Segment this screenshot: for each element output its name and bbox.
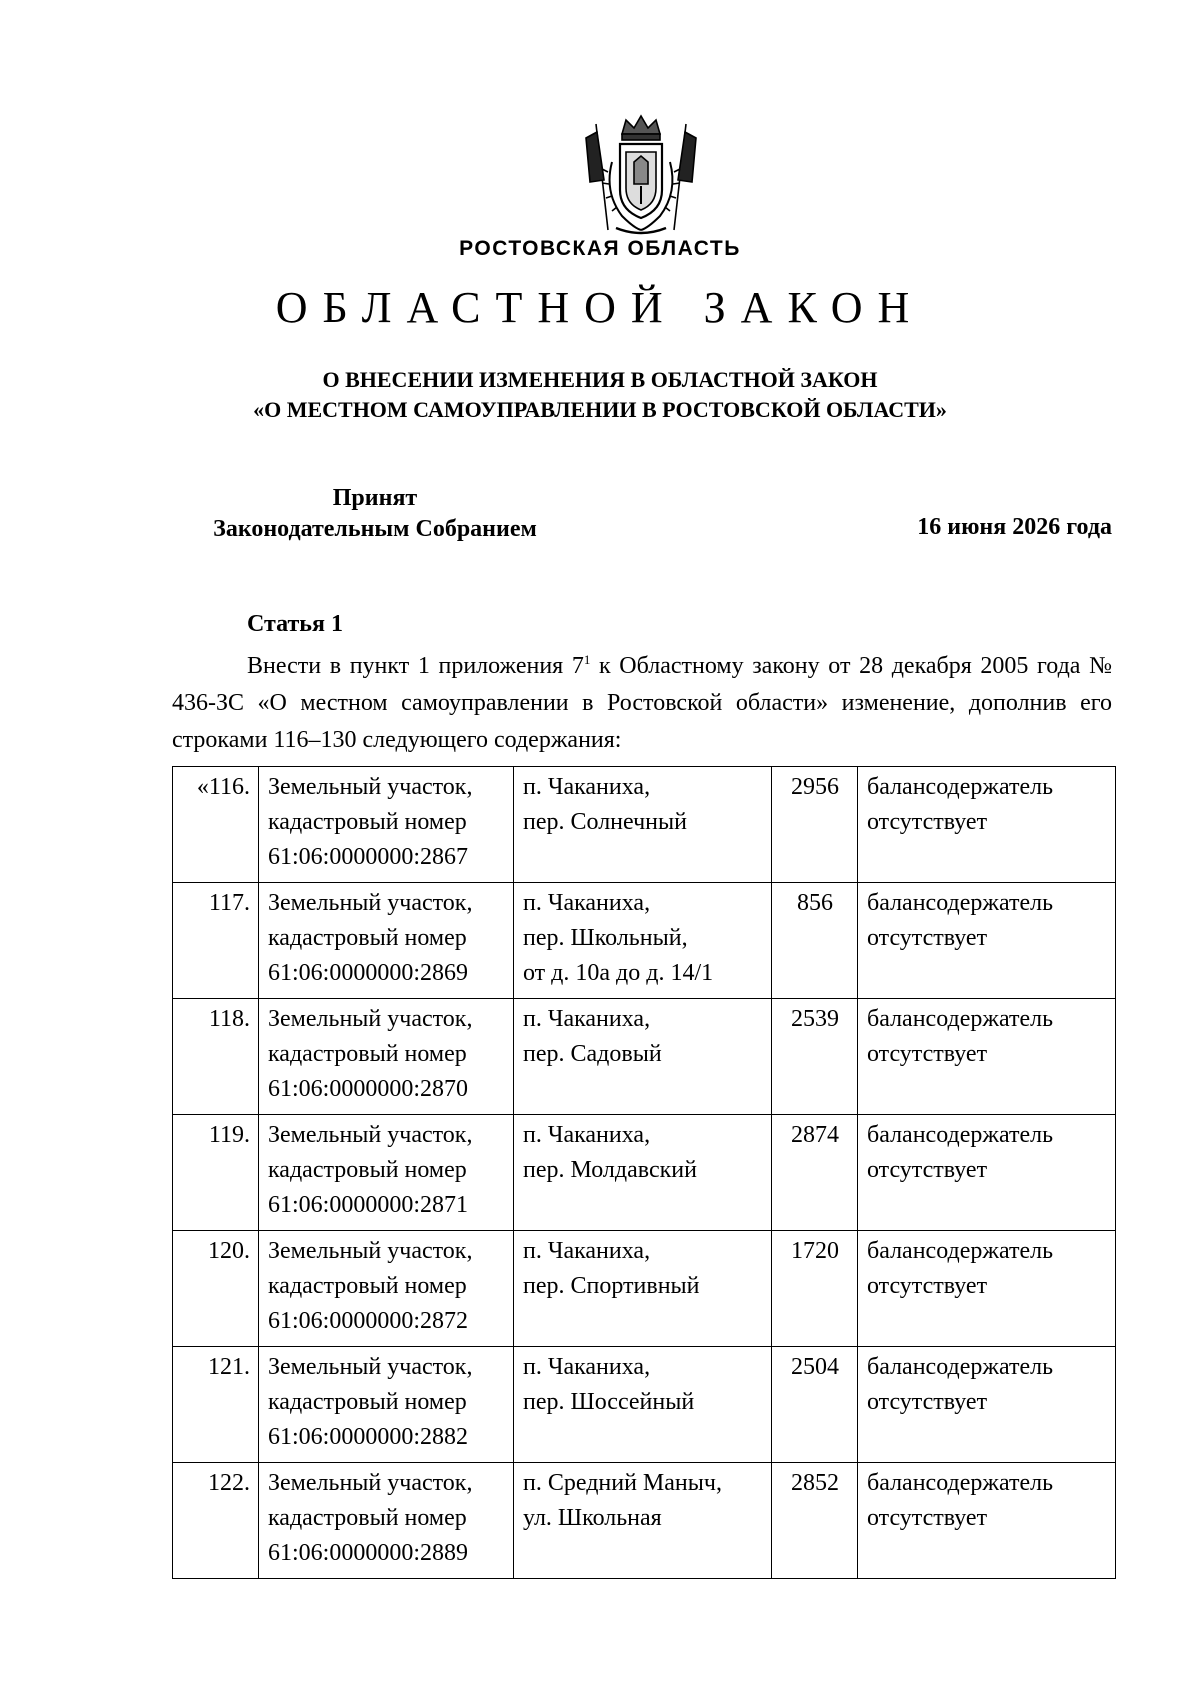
object-line: кадастровый номер — [268, 925, 467, 951]
area-cell: 2504 — [772, 1347, 858, 1463]
object-line: Земельный участок, — [268, 1470, 473, 1496]
address-line: пер. Шоссейный — [523, 1389, 695, 1415]
row-number: 122. — [173, 1463, 259, 1579]
article-paragraph — [172, 648, 1112, 759]
holder-cell — [858, 1463, 1116, 1579]
row-number: 121. — [173, 1347, 259, 1463]
object-line: Земельный участок, — [268, 774, 473, 800]
holder-line: отсутствует — [867, 809, 988, 835]
row-number: «116. — [173, 767, 259, 883]
address-line: от д. 10а до д. 14/1 — [523, 960, 714, 986]
address-cell — [514, 999, 772, 1115]
object-cell — [259, 1347, 514, 1463]
article-heading: Статья 1 — [247, 611, 343, 637]
object-line: кадастровый номер — [268, 1389, 467, 1415]
object-cell — [259, 1463, 514, 1579]
object-cell — [259, 1231, 514, 1347]
row-number: 119. — [173, 1115, 259, 1231]
holder-line: отсутствует — [867, 1389, 988, 1415]
article-text-part-1: Внести в пункт 1 приложения 7 — [247, 653, 584, 679]
address-line: п. Чаканиха, — [523, 1238, 651, 1264]
address-line: пер. Солнечный — [523, 809, 687, 835]
row-number: 118. — [173, 999, 259, 1115]
area-cell: 2874 — [772, 1115, 858, 1231]
object-line: Земельный участок, — [268, 1006, 473, 1032]
address-line: п. Чаканиха, — [523, 774, 651, 800]
area-cell: 1720 — [772, 1231, 858, 1347]
object-cell — [259, 767, 514, 883]
table-row — [173, 1231, 1116, 1347]
address-line: пер. Садовый — [523, 1041, 662, 1067]
area-cell: 2956 — [772, 767, 858, 883]
holder-line: балансодержатель — [867, 890, 1054, 916]
table-row — [173, 1463, 1116, 1579]
table-row — [173, 1115, 1116, 1231]
holder-cell — [858, 1347, 1116, 1463]
object-line: 61:06:0000000:2882 — [268, 1424, 469, 1450]
table-row — [173, 1347, 1116, 1463]
area-cell: 2852 — [772, 1463, 858, 1579]
holder-line: отсутствует — [867, 1273, 988, 1299]
document-title — [0, 365, 1200, 425]
article-superscript: 1 — [583, 652, 591, 667]
object-cell — [259, 999, 514, 1115]
address-line: ул. Школьная — [523, 1505, 662, 1531]
holder-cell — [858, 1231, 1116, 1347]
address-line: п. Чаканиха, — [523, 890, 651, 916]
row-number: 120. — [173, 1231, 259, 1347]
holder-cell — [858, 883, 1116, 999]
address-line: п. Чаканиха, — [523, 1006, 651, 1032]
address-cell — [514, 1347, 772, 1463]
adoption-line-2: Законодательным Собранием — [213, 516, 537, 542]
amendment-table-body — [173, 767, 1116, 1579]
object-cell — [259, 1115, 514, 1231]
adoption-block — [175, 483, 575, 545]
object-line: Земельный участок, — [268, 1238, 473, 1264]
address-cell — [514, 767, 772, 883]
object-line: Земельный участок, — [268, 1122, 473, 1148]
address-cell — [514, 1115, 772, 1231]
holder-cell — [858, 1115, 1116, 1231]
address-line: п. Чаканиха, — [523, 1354, 651, 1380]
object-line: 61:06:0000000:2869 — [268, 960, 469, 986]
object-line: 61:06:0000000:2872 — [268, 1308, 469, 1334]
object-line: Земельный участок, — [268, 890, 473, 916]
object-line: кадастровый номер — [268, 1273, 467, 1299]
holder-line: отсутствует — [867, 1157, 988, 1183]
address-line: пер. Молдавский — [523, 1157, 697, 1183]
object-line: Земельный участок, — [268, 1354, 473, 1380]
holder-cell — [858, 767, 1116, 883]
object-line: 61:06:0000000:2871 — [268, 1192, 469, 1218]
document-type: ОБЛАСТНОЙ ЗАКОН — [275, 283, 925, 332]
adoption-date: 16 июня 2026 года — [917, 514, 1112, 540]
adoption-line-1: Принят — [332, 485, 418, 511]
table-row — [173, 767, 1116, 883]
holder-cell — [858, 999, 1116, 1115]
holder-line: балансодержатель — [867, 1470, 1054, 1496]
holder-line: балансодержатель — [867, 1354, 1054, 1380]
article-text — [172, 648, 1112, 759]
object-line: кадастровый номер — [268, 1505, 467, 1531]
address-line: п. Средний Маныч, — [523, 1470, 722, 1496]
address-cell — [514, 1463, 772, 1579]
holder-line: отсутствует — [867, 1505, 988, 1531]
object-line: 61:06:0000000:2870 — [268, 1076, 469, 1102]
table-row — [173, 999, 1116, 1115]
area-cell: 856 — [772, 883, 858, 999]
coat-of-arms-icon — [582, 112, 700, 240]
address-line: пер. Спортивный — [523, 1273, 700, 1299]
object-line: кадастровый номер — [268, 1041, 467, 1067]
address-cell — [514, 1231, 772, 1347]
holder-line: балансодержатель — [867, 1122, 1054, 1148]
document-title-line-2: «О МЕСТНОМ САМОУПРАВЛЕНИИ В РОСТОВСКОЙ ОБЛАСТИ» — [253, 397, 947, 422]
area-cell: 2539 — [772, 999, 858, 1115]
holder-line: балансодержатель — [867, 774, 1054, 800]
object-line: 61:06:0000000:2867 — [268, 844, 469, 870]
region-name: РОСТОВСКАЯ ОБЛАСТЬ — [459, 237, 741, 260]
object-line: кадастровый номер — [268, 1157, 467, 1183]
row-number: 117. — [173, 883, 259, 999]
object-line: 61:06:0000000:2889 — [268, 1540, 469, 1566]
holder-line: балансодержатель — [867, 1006, 1054, 1032]
object-cell — [259, 883, 514, 999]
table-row — [173, 883, 1116, 999]
address-line: п. Чаканиха, — [523, 1122, 651, 1148]
article-text-part-2: к Областному закону от 28 декабря 2005 года № 436-ЗС «О местном самоуправлении в Ростовской области» изменение, дополнив его строками 116–130 следующего содержания: — [172, 653, 1112, 753]
holder-line: балансодержатель — [867, 1238, 1054, 1264]
address-cell — [514, 883, 772, 999]
holder-line: отсутствует — [867, 925, 988, 951]
document-title-line-1: О ВНЕСЕНИИ ИЗМЕНЕНИЯ В ОБЛАСТНОЙ ЗАКОН — [322, 367, 878, 392]
address-line: пер. Школьный, — [523, 925, 688, 951]
object-line: кадастровый номер — [268, 809, 467, 835]
holder-line: отсутствует — [867, 1041, 988, 1067]
amendment-table — [172, 766, 1116, 1579]
